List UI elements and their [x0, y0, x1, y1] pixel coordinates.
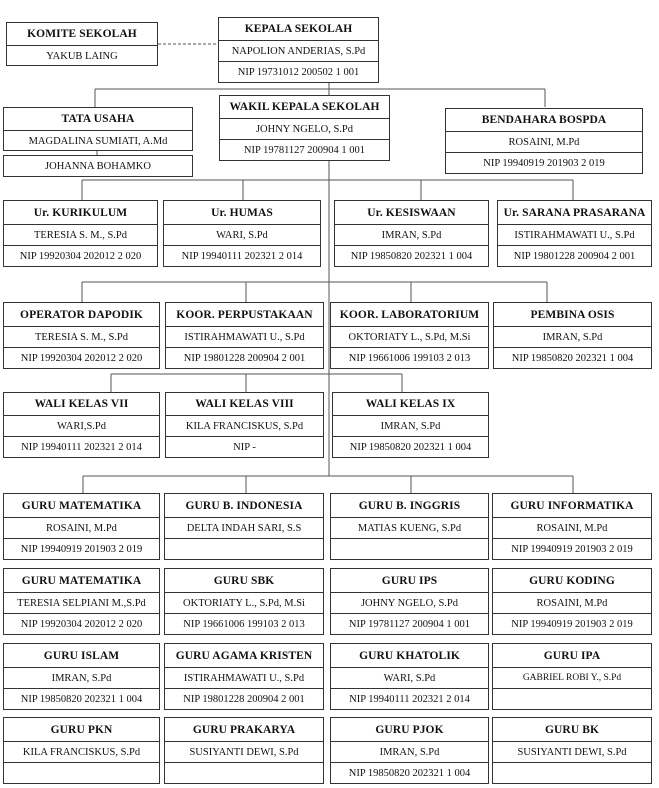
box-nip: NIP 19731012 200502 1 001 — [219, 61, 378, 82]
box-nip — [165, 538, 323, 559]
box-title: GURU PJOK — [375, 723, 444, 736]
box-nip: NIP 19661006 199103 2 013 — [165, 613, 323, 634]
urusan-humas-box — [163, 200, 321, 267]
box-title: GURU B. INDONESIA — [185, 499, 303, 512]
box-nip: NIP 19801228 200904 2 001 — [165, 688, 323, 709]
box-nip: NIP 19661006 199103 2 013 — [331, 347, 488, 368]
box-name: KILA FRANCISKUS, S.Pd — [4, 741, 159, 762]
pembina-osis-box — [493, 302, 652, 369]
box-nip: NIP 19850820 202321 1 004 — [4, 688, 159, 709]
guru-islam-box — [3, 643, 160, 710]
guru-informatika-box — [492, 493, 652, 560]
box-nip: NIP - — [166, 436, 323, 457]
guru-ipa-box — [492, 643, 652, 710]
box-name: ROSAINI, M.Pd — [493, 517, 651, 538]
kepala-sekolah-box — [218, 17, 379, 83]
box-nip — [165, 762, 323, 783]
tata-usaha-box — [3, 107, 193, 151]
box-nip: NIP 19940919 201903 2 019 — [446, 152, 642, 173]
box-title: KOMITE SEKOLAH — [27, 28, 137, 40]
wakil-kepala-sekolah-box — [219, 95, 390, 161]
koor-laboratorium-box — [330, 302, 489, 369]
box-nip: NIP 19850820 202321 1 004 — [331, 762, 488, 783]
box-title: GURU KODING — [529, 574, 615, 587]
box-name: TERESIA S. M., S.Pd — [4, 224, 157, 245]
box-nip — [493, 688, 651, 709]
box-name: ISTIRAHMAWATI U., S.Pd — [166, 326, 323, 347]
box-nip: NIP 19801228 200904 2 001 — [498, 245, 651, 266]
box-nip: NIP 19940111 202321 2 014 — [331, 688, 488, 709]
box-title: Ur. HUMAS — [211, 206, 273, 219]
guru-agama-kristen-box — [164, 643, 324, 710]
wali-kelas-viii-box — [165, 392, 324, 458]
urusan-sarana-prasarana-box — [497, 200, 652, 267]
box-name: OKTORIATY L., S.Pd, M.Si — [165, 592, 323, 613]
guru-b-indonesia-box — [164, 493, 324, 560]
box-title: GURU KHATOLIK — [359, 649, 460, 662]
box-name: TERESIA S. M., S.Pd — [4, 326, 159, 347]
box-name: OKTORIATY L., S.Pd, M.Si — [331, 326, 488, 347]
guru-sbk-box — [164, 568, 324, 635]
box-name: SUSIYANTI DEWI, S.Pd — [165, 741, 323, 762]
urusan-kurikulum-box — [3, 200, 158, 267]
box-name: ROSAINI, M.Pd — [446, 131, 642, 152]
guru-koding-box — [492, 568, 652, 635]
box-title: GURU AGAMA KRISTEN — [175, 649, 313, 662]
box-name: IMRAN, S.Pd — [335, 224, 488, 245]
box-nip: NIP 19781127 200904 1 001 — [331, 613, 488, 634]
box-title: GURU ISLAM — [43, 649, 120, 662]
box-name: IMRAN, S.Pd — [333, 415, 488, 436]
urusan-kesiswaan-box — [334, 200, 489, 267]
box-title: GURU BK — [544, 723, 600, 736]
box-name: WARI, S.Pd — [164, 224, 320, 245]
box-nip — [4, 762, 159, 783]
guru-ips-box — [330, 568, 489, 635]
box-title: GURU MATEMATIKA — [21, 499, 142, 512]
box-title: WALI KELAS VII — [34, 398, 129, 410]
tata-usaha-staff-box: JOHANNA BOHAMKO — [3, 155, 193, 177]
box-title: KOOR. LABORATORIUM — [339, 308, 480, 321]
box-nip: NIP 19920304 202012 2 020 — [4, 245, 157, 266]
guru-bk-box — [492, 717, 652, 784]
guru-khatolik-box — [330, 643, 489, 710]
box-title: Ur. KURIKULUM — [33, 206, 128, 219]
box-name: NAPOLION ANDERIAS, S.Pd — [219, 40, 378, 61]
box-title: TATA USAHA — [61, 113, 135, 125]
box-title: WAKIL KEPALA SEKOLAH — [229, 101, 380, 113]
box-title: PEMBINA OSIS — [530, 308, 615, 321]
box-nip: NIP 19781127 200904 1 001 — [220, 139, 389, 160]
box-nip: NIP 19850820 202321 1 004 — [494, 347, 651, 368]
box-title: OPERATOR DAPODIK — [20, 308, 143, 321]
wali-kelas-vii-box — [3, 392, 160, 458]
guru-pkn-box — [3, 717, 160, 784]
box-nip: NIP 19940919 201903 2 019 — [493, 538, 651, 559]
box-title: GURU MATEMATIKA — [21, 574, 142, 587]
box-name: GABRIEL ROBI Y., S.Pd — [493, 667, 651, 688]
operator-dapodik-box — [3, 302, 160, 369]
box-title: GURU B. INGGRIS — [358, 499, 461, 512]
box-title: KEPALA SEKOLAH — [244, 23, 353, 35]
box-name: JOHNY NGELO, S.Pd — [220, 118, 389, 139]
guru-b-inggris-box — [330, 493, 489, 560]
box-title: BENDAHARA BOSPDA — [481, 114, 607, 126]
box-nip: NIP 19850820 202321 1 004 — [335, 245, 488, 266]
box-title: GURU INFORMATIKA — [510, 499, 634, 512]
bendahara-bospda-box — [445, 108, 643, 174]
guru-pjok-box — [330, 717, 489, 784]
box-name: JOHNY NGELO, S.Pd — [331, 592, 488, 613]
box-name: WARI,S.Pd — [4, 415, 159, 436]
box-nip: NIP 19940111 202321 2 014 — [164, 245, 320, 266]
box-name: ISTIRAHMAWATI U., S.Pd — [498, 224, 651, 245]
box-name: IMRAN, S.Pd — [4, 667, 159, 688]
box-name: WARI, S.Pd — [331, 667, 488, 688]
box-name: ROSAINI, M.Pd — [493, 592, 651, 613]
box-title: KOOR. PERPUSTAKAAN — [176, 308, 313, 321]
box-name: KILA FRANCISKUS, S.Pd — [166, 415, 323, 436]
box-name: MAGDALINA SUMIATI, A.Md — [4, 130, 192, 151]
box-nip: NIP 19940919 201903 2 019 — [493, 613, 651, 634]
box-name: IMRAN, S.Pd — [494, 326, 651, 347]
box-nip: NIP 19920304 202012 2 020 — [4, 347, 159, 368]
box-name: ROSAINI, M.Pd — [4, 517, 159, 538]
box-nip: NIP 19920304 202012 2 020 — [4, 613, 159, 634]
box-name: ISTIRAHMAWATI U., S.Pd — [165, 667, 323, 688]
box-nip — [493, 762, 651, 783]
guru-matematika-2-box — [3, 568, 160, 635]
box-name: MATIAS KUENG, S.Pd — [331, 517, 488, 538]
box-name: IMRAN, S.Pd — [331, 741, 488, 762]
guru-matematika-box — [3, 493, 160, 560]
box-title: Ur. SARANA PRASARANA — [503, 206, 646, 219]
box-title: GURU PRAKARYA — [192, 723, 296, 736]
koor-perpustakaan-box — [165, 302, 324, 369]
box-title: WALI KELAS VIII — [195, 398, 294, 410]
box-name: TERESIA SELPIANI M.,S.Pd — [4, 592, 159, 613]
box-title: GURU SBK — [213, 574, 275, 587]
box-nip: NIP 19940111 202321 2 014 — [4, 436, 159, 457]
box-name: SUSIYANTI DEWI, S.Pd — [493, 741, 651, 762]
box-nip: NIP 19850820 202321 1 004 — [333, 436, 488, 457]
guru-prakarya-box — [164, 717, 324, 784]
box-nip: NIP 19801228 200904 2 001 — [166, 347, 323, 368]
box-nip: NIP 19940919 201903 2 019 — [4, 538, 159, 559]
box-nip — [331, 538, 488, 559]
box-name: DELTA INDAH SARI, S.S — [165, 517, 323, 538]
box-name: YAKUB LAING — [7, 45, 157, 66]
box-title: GURU IPS — [381, 574, 438, 587]
box-title: GURU IPA — [543, 649, 601, 662]
box-title: WALI KELAS IX — [365, 398, 456, 410]
wali-kelas-ix-box — [332, 392, 489, 458]
komite-sekolah-box — [6, 22, 158, 66]
box-title: Ur. KESISWAAN — [367, 206, 456, 219]
box-title: GURU PKN — [50, 723, 113, 736]
